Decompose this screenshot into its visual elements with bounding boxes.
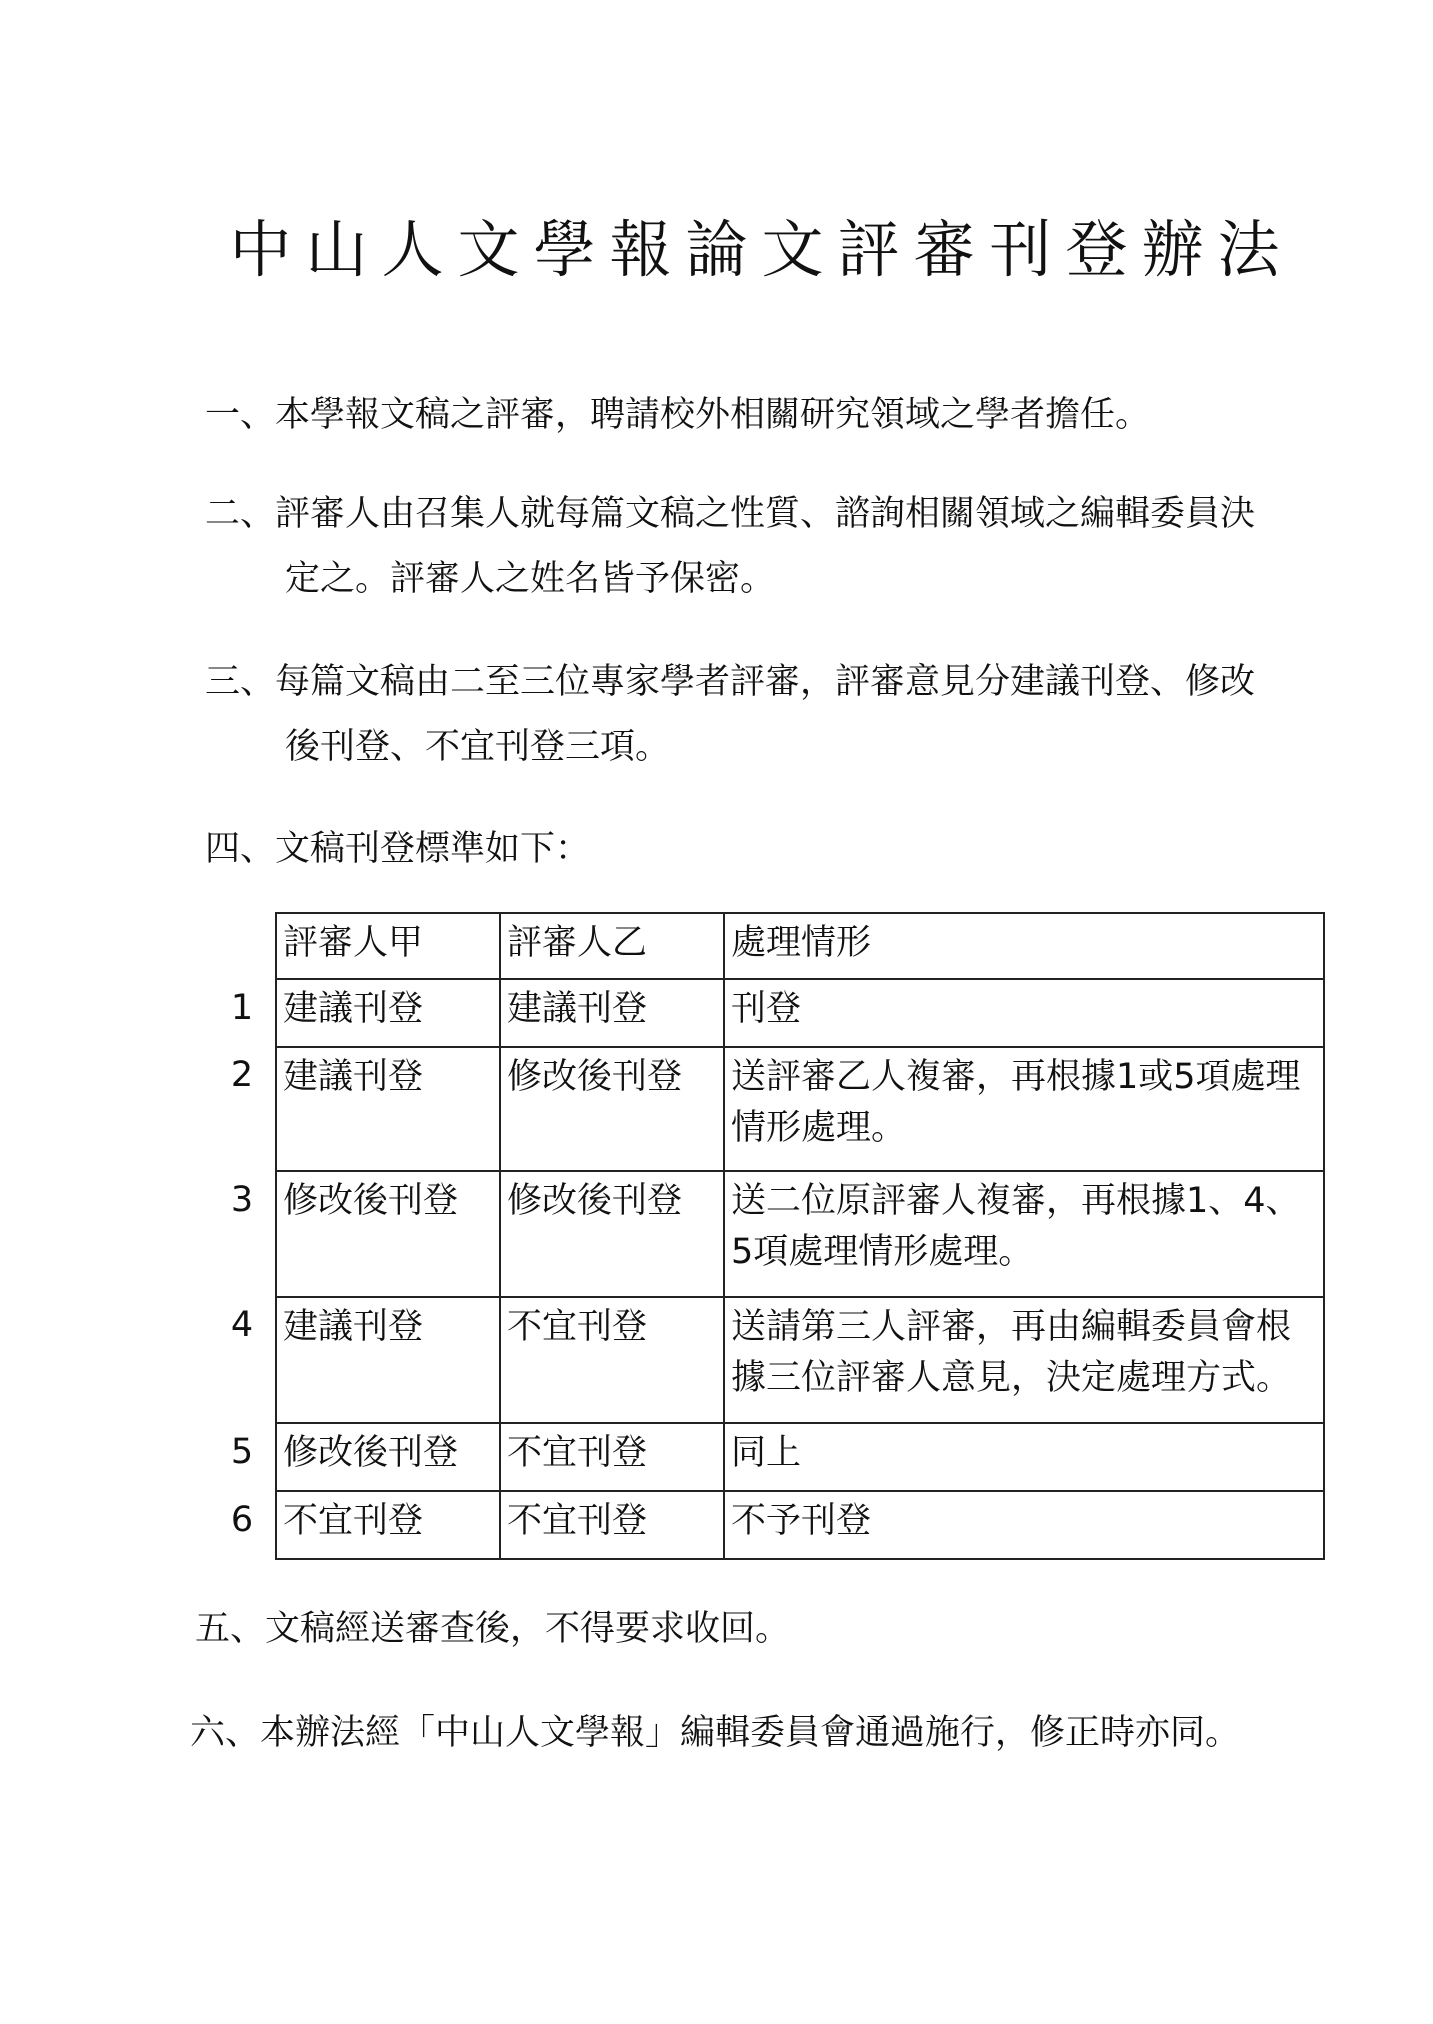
- table-row: [276, 1171, 1324, 1297]
- cell-handling: 送請第三人評審，再由編輯委員會根據三位評審人意見，決定處理方式。: [724, 1297, 1324, 1423]
- cell-reviewer-b: 建議刊登: [500, 979, 724, 1047]
- publication-criteria-table: [275, 912, 1325, 1560]
- row-number: 3: [230, 1180, 254, 1220]
- cell-reviewer-a: 修改後刊登: [276, 1423, 500, 1491]
- clause-3: [205, 662, 1256, 702]
- cell-handling: 不予刊登: [724, 1491, 1324, 1559]
- header-handling: 處理情形: [724, 913, 1324, 979]
- row-number: 6: [230, 1500, 254, 1540]
- clause-label: 三、: [205, 662, 276, 702]
- cell-reviewer-a: 不宜刊登: [276, 1491, 500, 1559]
- clause-3-continuation: 後刊登、不宜刊登三項。: [285, 727, 671, 767]
- clause-label: 四、: [205, 829, 276, 869]
- table-row: [276, 979, 1324, 1047]
- cell-reviewer-b: 不宜刊登: [500, 1491, 724, 1559]
- clause-label: 五、: [195, 1609, 266, 1649]
- row-number: 4: [230, 1305, 254, 1345]
- clause-4: [205, 829, 591, 869]
- clause-text: 文稿刊登標準如下：: [275, 829, 591, 869]
- header-reviewer-b: 評審人乙: [500, 913, 724, 979]
- clause-label: 一、: [205, 395, 276, 435]
- cell-reviewer-b: 修改後刊登: [500, 1047, 724, 1171]
- table-row: [276, 1491, 1324, 1559]
- table-row: [276, 1047, 1324, 1171]
- table-header-row: [276, 913, 1324, 979]
- clause-text: 每篇文稿由二至三位專家學者評審，評審意見分建議刊登、修改: [275, 662, 1256, 702]
- clause-text: 本學報文稿之評審，聘請校外相關研究領域之學者擔任。: [275, 395, 1151, 435]
- cell-reviewer-b: 修改後刊登: [500, 1171, 724, 1297]
- cell-reviewer-b: 不宜刊登: [500, 1423, 724, 1491]
- cell-reviewer-a: 建議刊登: [276, 1047, 500, 1171]
- clause-text: 本辦法經「中山人文學報」編輯委員會通過施行，修正時亦同。: [260, 1713, 1241, 1753]
- clause-label: 六、: [190, 1713, 261, 1753]
- clause-text: 評審人由召集人就每篇文稿之性質、諮詢相關領域之編輯委員決: [275, 494, 1256, 534]
- document-title: 中山人文學報論文評審刊登辦法: [229, 213, 1294, 286]
- row-number: 2: [230, 1055, 254, 1095]
- cell-handling: 送二位原評審人複審，再根據1、4、5項處理情形處理。: [724, 1171, 1324, 1297]
- clause-label: 二、: [205, 494, 276, 534]
- row-number: 5: [230, 1432, 254, 1472]
- clause-1: [205, 395, 1151, 435]
- header-reviewer-a: 評審人甲: [276, 913, 500, 979]
- cell-reviewer-a: 修改後刊登: [276, 1171, 500, 1297]
- cell-handling: 刊登: [724, 979, 1324, 1047]
- clause-6: [190, 1713, 1241, 1753]
- clause-2: [205, 494, 1256, 534]
- table-row: [276, 1423, 1324, 1491]
- clause-text: 文稿經送審查後，不得要求收回。: [265, 1609, 791, 1649]
- clause-5: [195, 1609, 791, 1649]
- cell-reviewer-b: 不宜刊登: [500, 1297, 724, 1423]
- table-row: [276, 1297, 1324, 1423]
- clause-2-continuation: 定之。評審人之姓名皆予保密。: [285, 559, 776, 599]
- cell-handling: 同上: [724, 1423, 1324, 1491]
- cell-handling: 送評審乙人複審，再根據1或5項處理情形處理。: [724, 1047, 1324, 1171]
- row-number: 1: [230, 988, 254, 1028]
- cell-reviewer-a: 建議刊登: [276, 1297, 500, 1423]
- cell-reviewer-a: 建議刊登: [276, 979, 500, 1047]
